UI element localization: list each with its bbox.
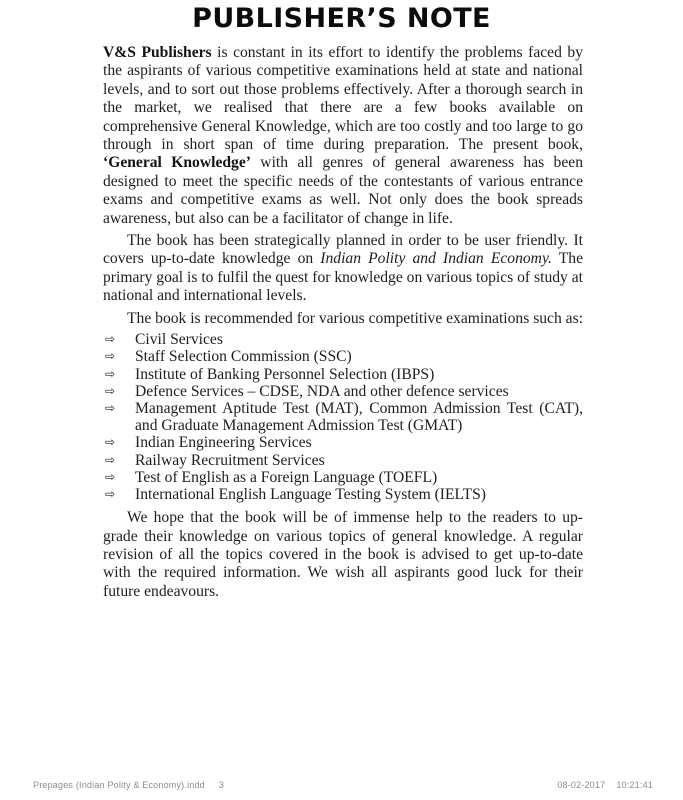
arrow-bullet-icon: ⇨ [105, 332, 116, 347]
intro-text-a: is constant in its effort to identify the problems faced by the aspirants of various competitive examinations held at state and national levels, and to sort out those problems effectively. After a thorough search in the market, we realised that there are a few books available on comprehensive General Knowledge, which are too costly and too large to go through in short span of time during preparation. The present book, [103, 44, 583, 154]
arrow-bullet-icon: ⇨ [105, 349, 116, 364]
arrow-bullet-icon: ⇨ [105, 383, 116, 398]
exam-item-label: Test of English as a Foreign Language (TOEFL) [135, 468, 438, 486]
planning-paragraph [103, 232, 583, 306]
footer-timestamp-group [557, 780, 653, 790]
footer-date: 08-02-2017 [557, 780, 606, 790]
footer-filename-group [33, 780, 224, 790]
exam-item-label: Civil Services [135, 331, 223, 349]
exam-item-label: Institute of Banking Personnel Selection (IBPS) [135, 365, 435, 383]
page-body [103, 44, 583, 605]
footer-time: 10:21:41 [616, 780, 653, 790]
exam-list-item [103, 400, 583, 434]
exam-list-item [103, 366, 583, 383]
arrow-bullet-icon: ⇨ [105, 469, 116, 484]
intro-text-b: with all genres of general awareness has been designed to meet the specific needs of the contestants of various entrance exams and competitive exams as well. Not only does the book spreads awareness, but also can be a facilitator of change in life. [103, 154, 583, 227]
exam-list [103, 331, 583, 503]
arrow-bullet-icon: ⇨ [105, 452, 116, 467]
exam-list-item [103, 452, 583, 469]
exam-list-item [103, 486, 583, 503]
exam-item-label: Indian Engineering Services [135, 434, 312, 452]
page-title: PUBLISHER’S NOTE [192, 3, 491, 34]
exam-item-label: Defence Services – CDSE, NDA and other defence services [135, 382, 509, 400]
closing-paragraph: We hope that the book will be of immense help to the readers to up-grade their knowledge on various topics of general knowledge. A regular revision of all the topics covered in the book is advised to get up-to-date with the required information. We wish all aspirants good luck for their future endeavours. [103, 509, 583, 600]
subject-emphasis: Indian Polity and Indian Economy. [320, 250, 552, 268]
exam-item-label: Management Aptitude Test (MAT), Common Admission Test (CAT), and Graduate Management Admission Test (GMAT) [135, 399, 583, 435]
exam-item-label: Staff Selection Commission (SSC) [135, 348, 352, 366]
arrow-bullet-icon: ⇨ [105, 435, 116, 450]
exam-list-item [103, 348, 583, 365]
planning-text-b: The primary goal is to fulfil the quest for knowledge on various topics of study at national and international levels. [103, 250, 583, 305]
arrow-bullet-icon: ⇨ [105, 486, 116, 501]
exam-item-label: Railway Recruitment Services [135, 451, 325, 469]
footer-filename: Prepages (Indian Polity & Economy).indd [33, 780, 205, 790]
intro-paragraph [103, 44, 583, 228]
exam-item-label: International English Language Testing System (IELTS) [135, 485, 487, 503]
arrow-bullet-icon: ⇨ [105, 400, 116, 415]
exam-list-item [103, 469, 583, 486]
book-title-emphasis: ‘General Knowledge’ [103, 154, 251, 172]
recommendation-lead: The book is recommended for various competitive examinations such as: [127, 309, 583, 327]
exam-list-item [103, 434, 583, 451]
arrow-bullet-icon: ⇨ [105, 366, 116, 381]
exam-list-item [103, 331, 583, 348]
footer-page-number: 3 [218, 780, 225, 790]
publisher-name: V&S Publishers [103, 44, 212, 61]
exam-list-item [103, 383, 583, 400]
planning-text-a: The book has been strategically planned in order to be user friendly. It covers up-to-date knowledge on [103, 232, 583, 268]
print-footer [33, 780, 653, 790]
